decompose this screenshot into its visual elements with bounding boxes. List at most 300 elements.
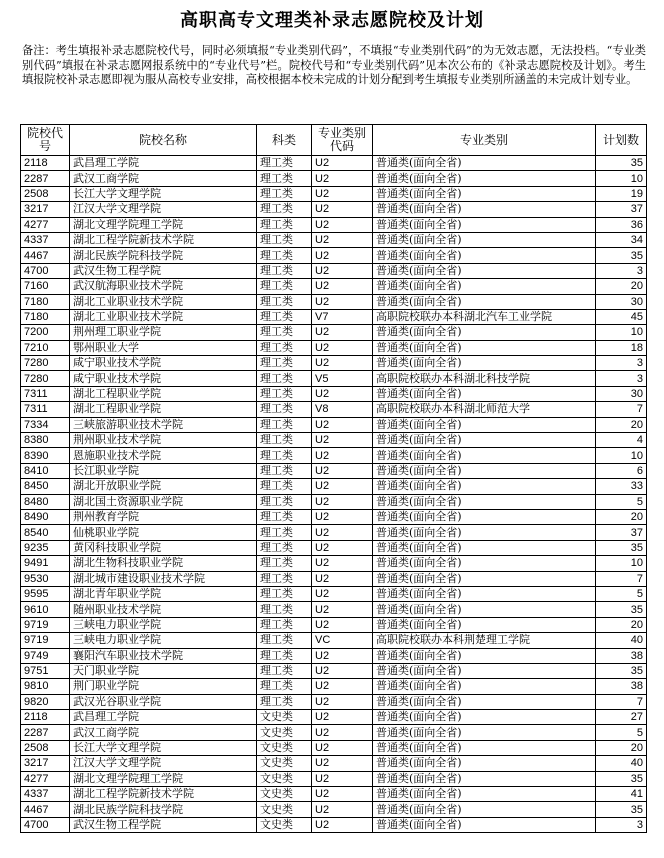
cell-school-code: 8540 — [21, 525, 70, 540]
cell-subject: 理工类 — [257, 509, 312, 524]
cell-subject: 理工类 — [257, 617, 312, 632]
cell-category: 普通类(面向全省) — [373, 602, 596, 617]
cell-category-code: U2 — [312, 586, 373, 601]
cell-plan-count: 19 — [596, 186, 647, 201]
cell-school-code: 2287 — [21, 171, 70, 186]
header-school-name: 院校名称 — [70, 125, 257, 156]
cell-subject: 理工类 — [257, 386, 312, 401]
cell-plan-count: 5 — [596, 494, 647, 509]
cell-category: 普通类(面向全省) — [373, 356, 596, 371]
table-row — [21, 202, 647, 217]
table-row — [21, 817, 647, 832]
cell-category-code: U2 — [312, 156, 373, 171]
cell-school-code: 8390 — [21, 448, 70, 463]
cell-school-code: 4700 — [21, 817, 70, 832]
cell-subject: 理工类 — [257, 571, 312, 586]
cell-school-code: 7180 — [21, 294, 70, 309]
table-row — [21, 186, 647, 201]
cell-subject: 文史类 — [257, 756, 312, 771]
plan-table — [20, 124, 647, 833]
cell-subject: 理工类 — [257, 540, 312, 555]
cell-plan-count: 3 — [596, 817, 647, 832]
cell-category-code: U2 — [312, 340, 373, 355]
cell-school-name: 鄂州职业大学 — [70, 340, 257, 355]
cell-plan-count: 40 — [596, 633, 647, 648]
cell-category-code: U2 — [312, 617, 373, 632]
cell-category: 普通类(面向全省) — [373, 787, 596, 802]
cell-school-name: 湖北民族学院科技学院 — [70, 802, 257, 817]
cell-category-code: U2 — [312, 232, 373, 247]
table-row — [21, 571, 647, 586]
cell-plan-count: 27 — [596, 710, 647, 725]
cell-school-name: 咸宁职业技术学院 — [70, 356, 257, 371]
cell-school-name: 湖北工程职业学院 — [70, 386, 257, 401]
cell-subject: 理工类 — [257, 371, 312, 386]
cell-school-name: 湖北国土资源职业学院 — [70, 494, 257, 509]
cell-school-code: 2287 — [21, 725, 70, 740]
cell-school-code: 2118 — [21, 710, 70, 725]
table-row — [21, 325, 647, 340]
cell-plan-count: 34 — [596, 232, 647, 247]
cell-category-code: U2 — [312, 279, 373, 294]
cell-category-code: U2 — [312, 217, 373, 232]
table-row — [21, 679, 647, 694]
cell-category-code: U2 — [312, 648, 373, 663]
cell-subject: 理工类 — [257, 602, 312, 617]
table-row — [21, 509, 647, 524]
cell-school-name: 长江大学文理学院 — [70, 740, 257, 755]
cell-category-code: U2 — [312, 263, 373, 278]
cell-category: 普通类(面向全省) — [373, 417, 596, 432]
cell-category-code: U2 — [312, 525, 373, 540]
cell-category: 普通类(面向全省) — [373, 694, 596, 709]
cell-school-name: 武汉生物工程学院 — [70, 263, 257, 278]
table-row — [21, 448, 647, 463]
table-row — [21, 294, 647, 309]
cell-category: 普通类(面向全省) — [373, 340, 596, 355]
cell-plan-count: 35 — [596, 771, 647, 786]
table-row — [21, 217, 647, 232]
cell-category-code: U2 — [312, 556, 373, 571]
cell-category: 普通类(面向全省) — [373, 433, 596, 448]
cell-subject: 理工类 — [257, 679, 312, 694]
table-header-row — [21, 125, 647, 156]
cell-subject: 理工类 — [257, 479, 312, 494]
cell-subject: 理工类 — [257, 186, 312, 201]
cell-category-code: U2 — [312, 710, 373, 725]
header-school-code: 院校代号 — [21, 125, 70, 156]
cell-subject: 文史类 — [257, 725, 312, 740]
header-plan-count: 计划数 — [596, 125, 647, 156]
cell-school-name: 武昌理工学院 — [70, 156, 257, 171]
page-title: 高职高专文理类补录志愿院校及计划 — [180, 10, 484, 31]
cell-subject: 理工类 — [257, 340, 312, 355]
cell-subject: 理工类 — [257, 463, 312, 478]
cell-category: 普通类(面向全省) — [373, 217, 596, 232]
cell-school-name: 荆州理工职业学院 — [70, 325, 257, 340]
table-row — [21, 463, 647, 478]
cell-plan-count: 20 — [596, 417, 647, 432]
cell-subject: 理工类 — [257, 633, 312, 648]
cell-school-name: 湖北文理学院理工学院 — [70, 217, 257, 232]
cell-category: 普通类(面向全省) — [373, 463, 596, 478]
cell-category: 普通类(面向全省) — [373, 263, 596, 278]
cell-category-code: V7 — [312, 309, 373, 324]
table-row — [21, 740, 647, 755]
cell-school-code: 7180 — [21, 309, 70, 324]
cell-plan-count: 20 — [596, 279, 647, 294]
cell-plan-count: 35 — [596, 802, 647, 817]
cell-plan-count: 35 — [596, 156, 647, 171]
table-row — [21, 263, 647, 278]
cell-category: 普通类(面向全省) — [373, 186, 596, 201]
cell-school-code: 9820 — [21, 694, 70, 709]
cell-subject: 理工类 — [257, 586, 312, 601]
table-row — [21, 356, 647, 371]
cell-school-name: 江汉大学文理学院 — [70, 756, 257, 771]
cell-school-code: 9751 — [21, 663, 70, 678]
cell-school-code: 7160 — [21, 279, 70, 294]
cell-school-name: 武昌理工学院 — [70, 710, 257, 725]
cell-category: 普通类(面向全省) — [373, 232, 596, 247]
cell-plan-count: 35 — [596, 663, 647, 678]
cell-school-code: 9530 — [21, 571, 70, 586]
cell-category-code: VC — [312, 633, 373, 648]
cell-category: 普通类(面向全省) — [373, 679, 596, 694]
cell-subject: 理工类 — [257, 402, 312, 417]
cell-category: 普通类(面向全省) — [373, 156, 596, 171]
table-row — [21, 156, 647, 171]
cell-category-code: U2 — [312, 694, 373, 709]
cell-category-code: U2 — [312, 725, 373, 740]
cell-school-code: 7210 — [21, 340, 70, 355]
cell-school-code: 9749 — [21, 648, 70, 663]
cell-plan-count: 30 — [596, 294, 647, 309]
cell-category-code: U2 — [312, 509, 373, 524]
cell-subject: 理工类 — [257, 263, 312, 278]
cell-school-code: 4337 — [21, 232, 70, 247]
cell-subject: 理工类 — [257, 156, 312, 171]
cell-subject: 理工类 — [257, 248, 312, 263]
table-row — [21, 340, 647, 355]
cell-plan-count: 18 — [596, 340, 647, 355]
cell-subject: 理工类 — [257, 448, 312, 463]
cell-category: 普通类(面向全省) — [373, 279, 596, 294]
cell-school-name: 荆州职业技术学院 — [70, 433, 257, 448]
cell-school-code: 4337 — [21, 787, 70, 802]
cell-category: 高职院校联办本科荆楚理工学院 — [373, 633, 596, 648]
cell-subject: 文史类 — [257, 771, 312, 786]
cell-category: 普通类(面向全省) — [373, 525, 596, 540]
cell-plan-count: 40 — [596, 756, 647, 771]
cell-school-name: 黄冈科技职业学院 — [70, 540, 257, 555]
cell-category-code: U2 — [312, 740, 373, 755]
cell-category: 高职院校联办本科湖北汽车工业学院 — [373, 309, 596, 324]
cell-school-code: 9610 — [21, 602, 70, 617]
table-row — [21, 494, 647, 509]
cell-school-code: 8480 — [21, 494, 70, 509]
cell-school-name: 三峡旅游职业技术学院 — [70, 417, 257, 432]
cell-school-code: 9595 — [21, 586, 70, 601]
cell-school-name: 湖北生物科技职业学院 — [70, 556, 257, 571]
cell-category-code: U2 — [312, 202, 373, 217]
cell-school-code: 8380 — [21, 433, 70, 448]
header-category: 专业类别 — [373, 125, 596, 156]
cell-category-code: U2 — [312, 356, 373, 371]
cell-school-name: 湖北民族学院科技学院 — [70, 248, 257, 263]
cell-plan-count: 20 — [596, 509, 647, 524]
table-row — [21, 725, 647, 740]
cell-category-code: U2 — [312, 571, 373, 586]
cell-school-name: 武汉工商学院 — [70, 171, 257, 186]
table-row — [21, 386, 647, 401]
table-row — [21, 402, 647, 417]
cell-school-code: 4277 — [21, 217, 70, 232]
cell-category: 普通类(面向全省) — [373, 648, 596, 663]
cell-school-name: 武汉航海职业技术学院 — [70, 279, 257, 294]
cell-plan-count: 38 — [596, 648, 647, 663]
cell-category: 普通类(面向全省) — [373, 802, 596, 817]
cell-school-code: 8410 — [21, 463, 70, 478]
cell-category: 普通类(面向全省) — [373, 294, 596, 309]
cell-plan-count: 5 — [596, 725, 647, 740]
cell-school-name: 湖北工程学院新技术学院 — [70, 787, 257, 802]
cell-subject: 理工类 — [257, 525, 312, 540]
cell-category: 普通类(面向全省) — [373, 479, 596, 494]
cell-school-name: 长江职业学院 — [70, 463, 257, 478]
cell-subject: 理工类 — [257, 556, 312, 571]
cell-school-code: 9810 — [21, 679, 70, 694]
cell-school-name: 荆门职业学院 — [70, 679, 257, 694]
cell-category: 普通类(面向全省) — [373, 571, 596, 586]
cell-plan-count: 37 — [596, 525, 647, 540]
cell-category-code: U2 — [312, 602, 373, 617]
cell-school-code: 3217 — [21, 202, 70, 217]
table-row — [21, 417, 647, 432]
cell-category-code: U2 — [312, 463, 373, 478]
table-row — [21, 248, 647, 263]
cell-school-code: 8450 — [21, 479, 70, 494]
cell-school-code: 7200 — [21, 325, 70, 340]
cell-school-code: 9719 — [21, 633, 70, 648]
cell-school-code: 7311 — [21, 402, 70, 417]
cell-plan-count: 38 — [596, 679, 647, 694]
cell-category: 普通类(面向全省) — [373, 325, 596, 340]
cell-school-name: 三峡电力职业学院 — [70, 633, 257, 648]
cell-school-name: 武汉光谷职业学院 — [70, 694, 257, 709]
cell-plan-count: 7 — [596, 571, 647, 586]
cell-school-code: 4277 — [21, 771, 70, 786]
cell-school-code: 9719 — [21, 617, 70, 632]
cell-category: 普通类(面向全省) — [373, 202, 596, 217]
table-row — [21, 756, 647, 771]
cell-plan-count: 20 — [596, 617, 647, 632]
cell-subject: 理工类 — [257, 279, 312, 294]
cell-plan-count: 10 — [596, 171, 647, 186]
cell-subject: 理工类 — [257, 294, 312, 309]
cell-plan-count: 35 — [596, 602, 647, 617]
table-row — [21, 232, 647, 247]
cell-category-code: V5 — [312, 371, 373, 386]
cell-category: 普通类(面向全省) — [373, 817, 596, 832]
cell-subject: 理工类 — [257, 648, 312, 663]
cell-plan-count: 37 — [596, 202, 647, 217]
cell-school-name: 武汉工商学院 — [70, 725, 257, 740]
cell-category-code: V8 — [312, 402, 373, 417]
table-row — [21, 279, 647, 294]
cell-category-code: U2 — [312, 756, 373, 771]
cell-subject: 理工类 — [257, 694, 312, 709]
table-row — [21, 540, 647, 555]
cell-school-name: 湖北工程学院新技术学院 — [70, 232, 257, 247]
cell-category-code: U2 — [312, 494, 373, 509]
cell-school-code: 7311 — [21, 386, 70, 401]
cell-category: 普通类(面向全省) — [373, 617, 596, 632]
table-row — [21, 771, 647, 786]
cell-school-name: 三峡电力职业学院 — [70, 617, 257, 632]
cell-category: 普通类(面向全省) — [373, 710, 596, 725]
cell-category-code: U2 — [312, 802, 373, 817]
cell-category-code: U2 — [312, 294, 373, 309]
cell-plan-count: 36 — [596, 217, 647, 232]
cell-school-name: 湖北文理学院理工学院 — [70, 771, 257, 786]
table-row — [21, 710, 647, 725]
cell-school-code: 7280 — [21, 356, 70, 371]
cell-category: 普通类(面向全省) — [373, 248, 596, 263]
cell-plan-count: 10 — [596, 448, 647, 463]
cell-plan-count: 3 — [596, 356, 647, 371]
table-row — [21, 787, 647, 802]
cell-plan-count: 3 — [596, 263, 647, 278]
cell-plan-count: 41 — [596, 787, 647, 802]
cell-subject: 理工类 — [257, 433, 312, 448]
table-row — [21, 586, 647, 601]
cell-school-name: 长江大学文理学院 — [70, 186, 257, 201]
cell-category-code: U2 — [312, 248, 373, 263]
cell-school-code: 2508 — [21, 740, 70, 755]
cell-school-code: 4467 — [21, 802, 70, 817]
cell-plan-count: 10 — [596, 325, 647, 340]
cell-category: 普通类(面向全省) — [373, 556, 596, 571]
cell-category: 普通类(面向全省) — [373, 663, 596, 678]
cell-subject: 理工类 — [257, 202, 312, 217]
cell-school-code: 2508 — [21, 186, 70, 201]
header-category-code: 专业类别代码 — [312, 125, 373, 156]
cell-school-code: 7334 — [21, 417, 70, 432]
cell-school-code: 8490 — [21, 509, 70, 524]
cell-category-code: U2 — [312, 171, 373, 186]
table-row — [21, 479, 647, 494]
table-body — [21, 156, 647, 833]
note-paragraph: 备注：考生填报补录志愿院校代号，同时必须填报“专业类别代码”，不填报“专业类别代码”的为无效志愿，无法投档。“专业类别代码”填报在补录志愿网报系统中的“专业代号”栏。院校代号和“专业类别代码”见本次公布的《补录志愿院校及计划》。考生填报院校补录志愿即视为服从高校专业安排，高校根据本校未完成的计划分配到考生填报专业类别所涵盖的未完成计划专业。 — [22, 44, 646, 86]
cell-category-code: U2 — [312, 663, 373, 678]
cell-school-name: 恩施职业技术学院 — [70, 448, 257, 463]
table-row — [21, 633, 647, 648]
cell-category-code: U2 — [312, 540, 373, 555]
cell-plan-count: 6 — [596, 463, 647, 478]
table-row — [21, 617, 647, 632]
table-row — [21, 556, 647, 571]
cell-school-code: 9235 — [21, 540, 70, 555]
cell-subject: 理工类 — [257, 356, 312, 371]
cell-subject: 理工类 — [257, 663, 312, 678]
cell-plan-count: 5 — [596, 586, 647, 601]
cell-school-code: 9491 — [21, 556, 70, 571]
cell-category: 普通类(面向全省) — [373, 586, 596, 601]
cell-school-name: 咸宁职业技术学院 — [70, 371, 257, 386]
header-subject: 科类 — [257, 125, 312, 156]
cell-category: 普通类(面向全省) — [373, 509, 596, 524]
cell-school-code: 4700 — [21, 263, 70, 278]
cell-school-name: 仙桃职业学院 — [70, 525, 257, 540]
table-row — [21, 433, 647, 448]
cell-plan-count: 3 — [596, 371, 647, 386]
cell-subject: 理工类 — [257, 417, 312, 432]
cell-category: 高职院校联办本科湖北科技学院 — [373, 371, 596, 386]
cell-category: 普通类(面向全省) — [373, 725, 596, 740]
cell-category-code: U2 — [312, 448, 373, 463]
cell-category-code: U2 — [312, 787, 373, 802]
cell-school-name: 湖北工业职业技术学院 — [70, 309, 257, 324]
cell-category: 普通类(面向全省) — [373, 448, 596, 463]
cell-category-code: U2 — [312, 771, 373, 786]
cell-school-name: 荆州教育学院 — [70, 509, 257, 524]
table-row — [21, 663, 647, 678]
cell-subject: 理工类 — [257, 171, 312, 186]
cell-category: 普通类(面向全省) — [373, 740, 596, 755]
cell-category: 普通类(面向全省) — [373, 386, 596, 401]
cell-subject: 文史类 — [257, 710, 312, 725]
cell-plan-count: 30 — [596, 386, 647, 401]
cell-subject: 理工类 — [257, 217, 312, 232]
cell-plan-count: 45 — [596, 309, 647, 324]
cell-category-code: U2 — [312, 325, 373, 340]
table-row — [21, 694, 647, 709]
cell-school-name: 武汉生物工程学院 — [70, 817, 257, 832]
cell-category-code: U2 — [312, 186, 373, 201]
cell-subject: 文史类 — [257, 787, 312, 802]
cell-category: 普通类(面向全省) — [373, 756, 596, 771]
cell-plan-count: 7 — [596, 402, 647, 417]
table-row — [21, 802, 647, 817]
table-row — [21, 309, 647, 324]
cell-plan-count: 10 — [596, 556, 647, 571]
cell-school-code: 7280 — [21, 371, 70, 386]
cell-school-code: 3217 — [21, 756, 70, 771]
cell-subject: 理工类 — [257, 494, 312, 509]
cell-subject: 文史类 — [257, 740, 312, 755]
cell-school-name: 天门职业学院 — [70, 663, 257, 678]
cell-school-name: 随州职业技术学院 — [70, 602, 257, 617]
cell-school-name: 湖北青年职业学院 — [70, 586, 257, 601]
table-row — [21, 525, 647, 540]
cell-category-code: U2 — [312, 417, 373, 432]
cell-school-name: 湖北工业职业技术学院 — [70, 294, 257, 309]
cell-school-name: 湖北城市建设职业技术学院 — [70, 571, 257, 586]
table-row — [21, 171, 647, 186]
table-row — [21, 648, 647, 663]
cell-category-code: U2 — [312, 479, 373, 494]
cell-subject: 文史类 — [257, 817, 312, 832]
cell-plan-count: 35 — [596, 540, 647, 555]
cell-school-name: 湖北工程职业学院 — [70, 402, 257, 417]
cell-subject: 理工类 — [257, 232, 312, 247]
cell-category-code: U2 — [312, 386, 373, 401]
cell-school-code: 4467 — [21, 248, 70, 263]
cell-subject: 理工类 — [257, 325, 312, 340]
table-row — [21, 371, 647, 386]
cell-plan-count: 4 — [596, 433, 647, 448]
